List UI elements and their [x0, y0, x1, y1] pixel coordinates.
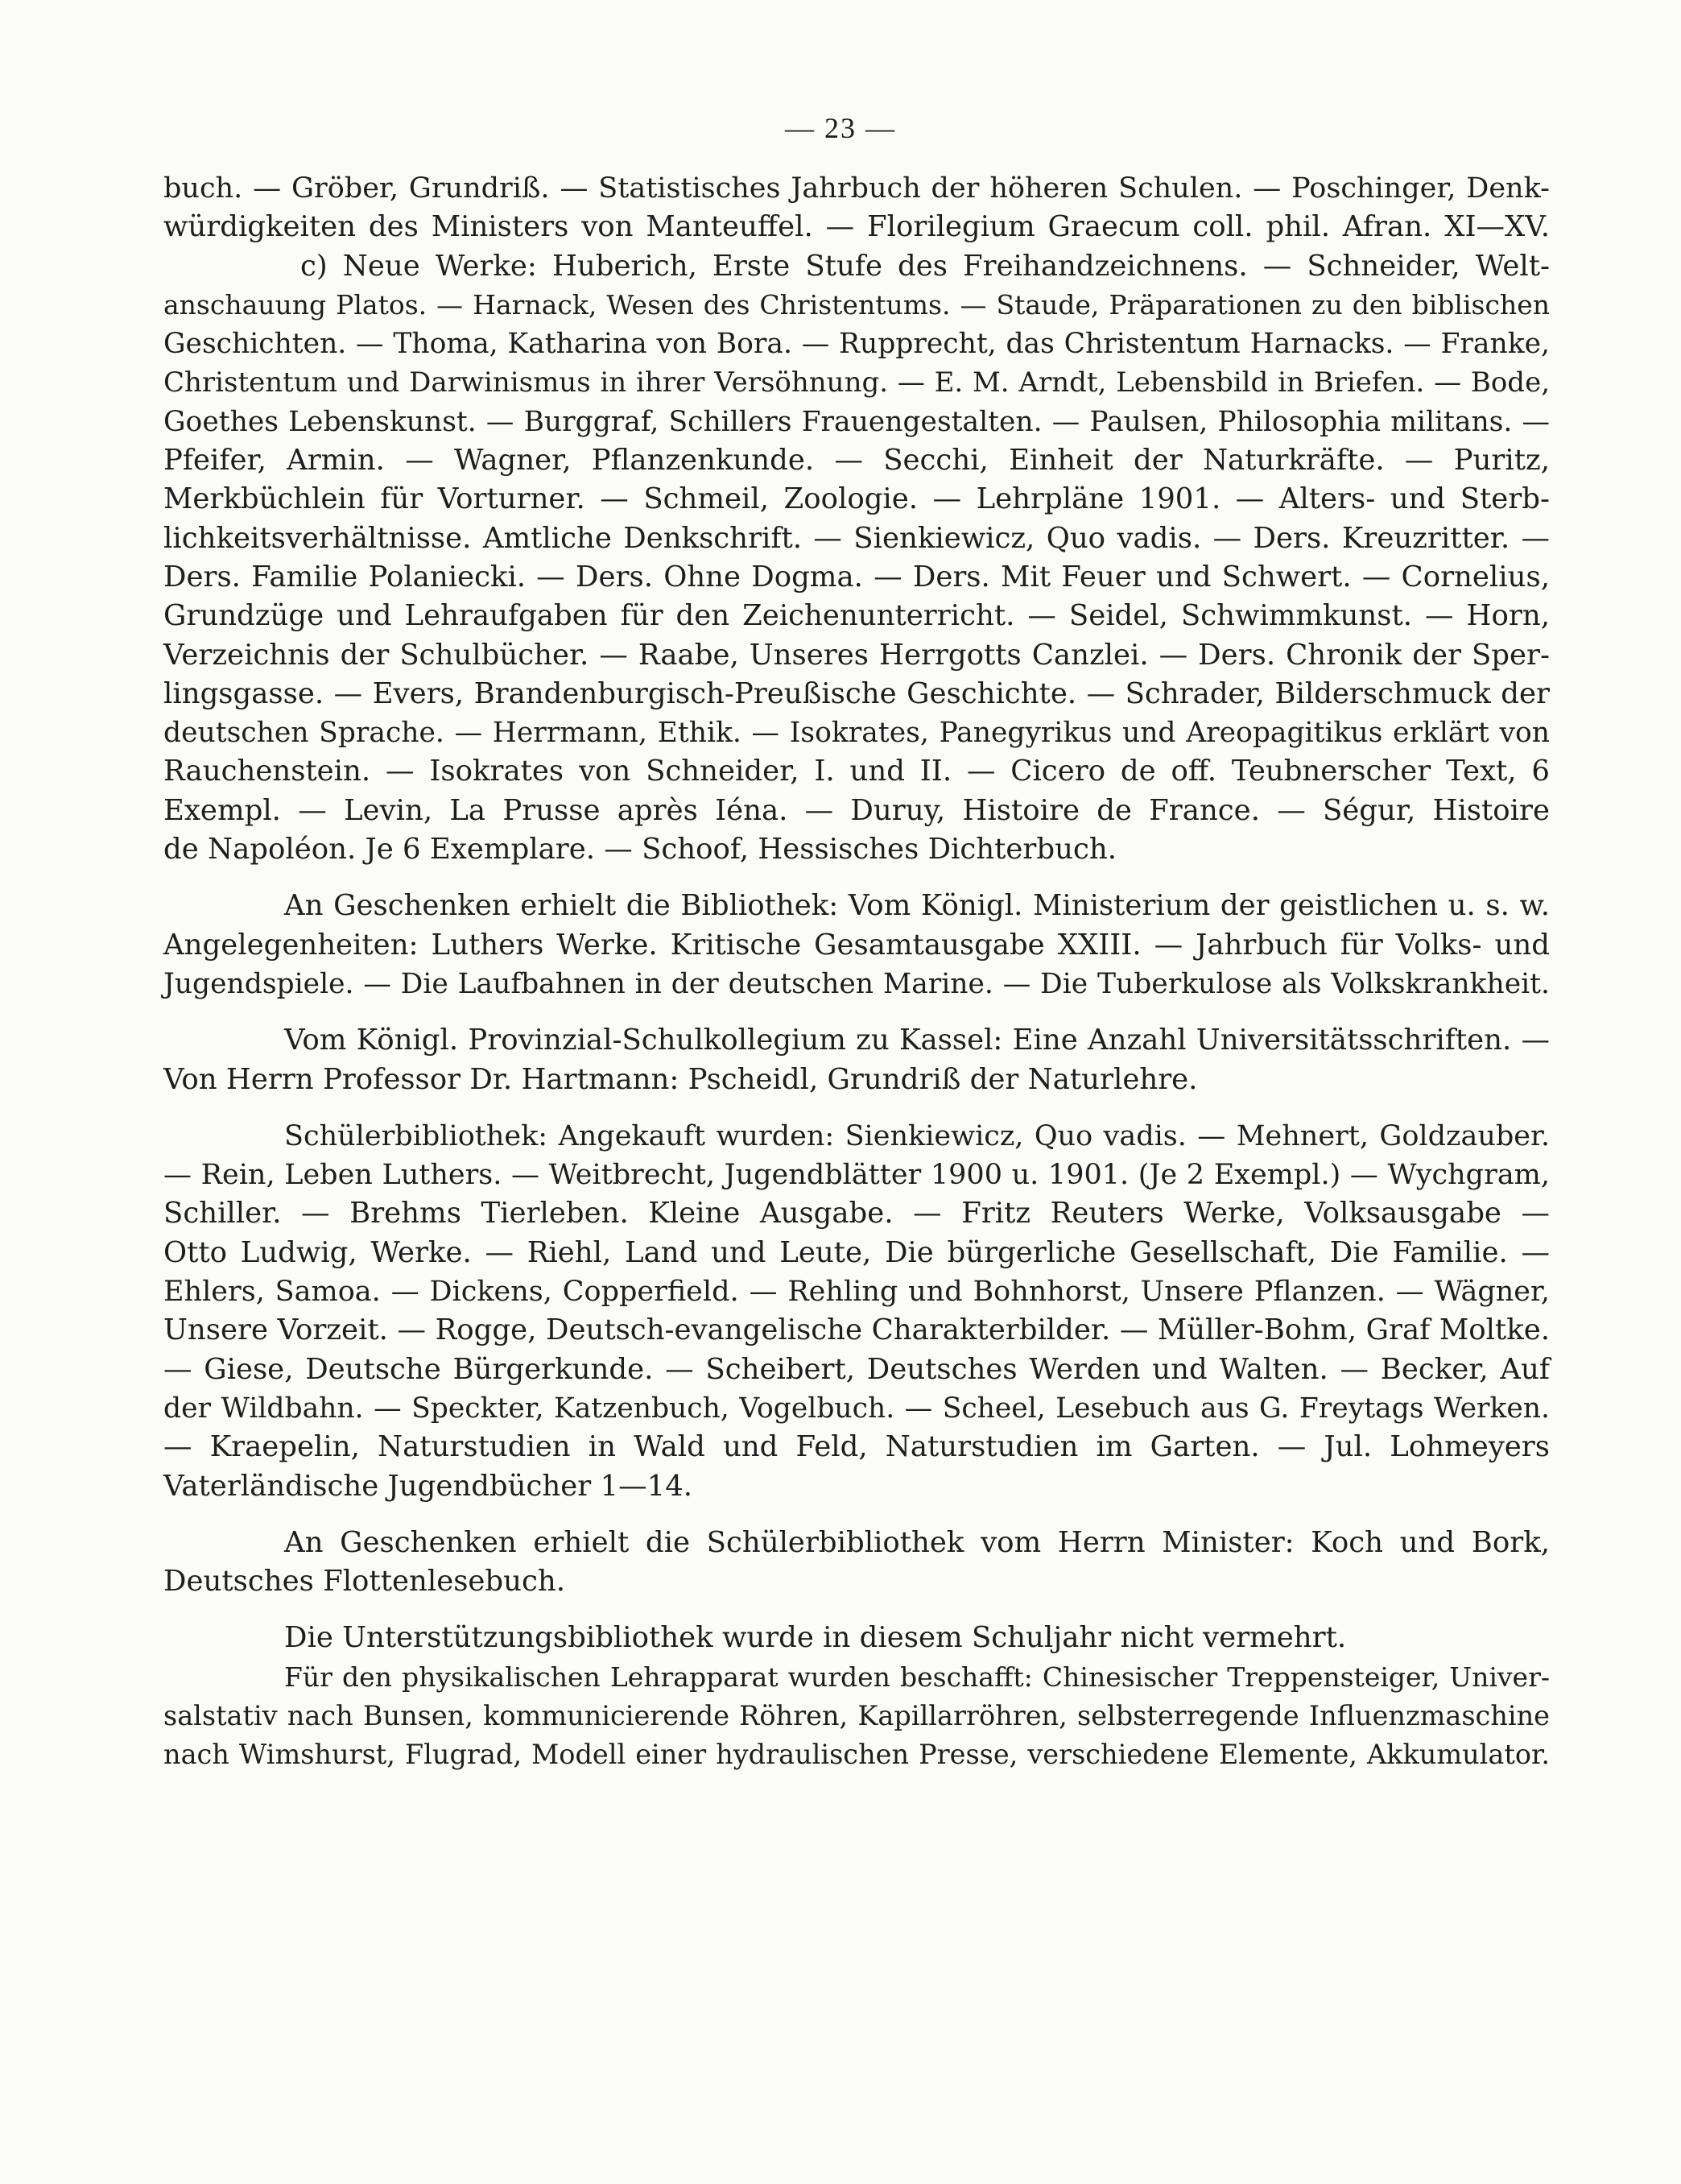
- text-line: Ehlers, Samoa. — Dickens, Copperfield. — Rehling und Bohnhorst, Unsere Pflanzen. — Wägner,: [163, 1276, 1550, 1309]
- paragraph-gap: [163, 1506, 1550, 1524]
- text-line: Otto Ludwig, Werke. — Riehl, Land und Leute, Die bürgerliche Gesellschaft, Die Familie. —: [163, 1235, 1550, 1269]
- paragraph-support-library: [163, 1619, 1550, 1657]
- text-line: buch. — Gröber, Grundriß. — Statistisches Jahrbuch der höheren Schulen. — Poschinger, Denk-: [163, 172, 1550, 205]
- text-line: Goethes Lebenskunst. — Burggraf, Schillers Frauengestalten. — Paulsen, Philosophia militans. —: [163, 405, 1550, 438]
- text-line: Exempl. — Levin, La Prusse après Iéna. — Duruy, Histoire de France. — Ségur, Histoire: [163, 793, 1550, 827]
- text-line: — Giese, Deutsche Bürgerkunde. — Scheibert, Deutsches Werden und Walten. — Becker, Auf: [163, 1352, 1550, 1386]
- text-line: Die Unterstützungsbibliothek wurde in diesem Schuljahr nicht vermehrt.: [284, 1621, 1347, 1655]
- text-line: de Napoléon. Je 6 Exemplare. — Schoof, Hessisches Dichterbuch.: [163, 833, 1117, 867]
- paragraph-gap: [163, 1003, 1550, 1021]
- text-line: der Wildbahn. — Speckter, Katzenbuch, Vogelbuch. — Scheel, Lesebuch aus G. Freytags Werken.: [163, 1392, 1550, 1425]
- text-line: c) Neue Werke: Huberich, Erste Stufe des Freihandzeichnens. — Schneider, Welt-: [300, 249, 1550, 283]
- text-line: Jugendspiele. — Die Laufbahnen in der deutschen Marine. — Die Tuberkulose als Volkskrankheit.: [163, 967, 1550, 1000]
- text-line: Merkbüchlein für Vorturner. — Schmeil, Zoologie. — Lehrpläne 1901. — Alters- und Sterb-: [163, 482, 1550, 516]
- text-line: An Geschenken erhielt die Bibliothek: Vom Königl. Ministerium der geistlichen u. s. w.: [284, 889, 1550, 923]
- text-line: — Rein, Leben Luthers. — Weitbrecht, Jugendblätter 1900 u. 1901. (Je 2 Exempl.) — Wychgram,: [163, 1159, 1550, 1192]
- paragraph-gap: [163, 1099, 1550, 1117]
- text-line: — Kraepelin, Naturstudien in Wald und Feld, Naturstudien im Garten. — Jul. Lohmeyers: [163, 1430, 1550, 1464]
- text-line: lichkeitsverhältnisse. Amtliche Denkschrift. — Sienkiewicz, Quo vadis. — Ders. Kreuzritter. —: [163, 521, 1550, 555]
- text-line: Verzeichnis der Schulbücher. — Raabe, Unseres Herrgotts Canzlei. — Ders. Chronik der Sper-: [163, 638, 1550, 672]
- text-line: Ders. Familie Polaniecki. — Ders. Ohne Dogma. — Ders. Mit Feuer und Schwert. — Cornelius,: [163, 560, 1550, 594]
- text-line: Schiller. — Brehms Tierleben. Kleine Ausgabe. — Fritz Reuters Werke, Volksausgabe —: [163, 1197, 1550, 1231]
- text-line: Schülerbibliothek: Angekauft wurden: Sienkiewicz, Quo vadis. — Mehnert, Goldzauber.: [284, 1119, 1550, 1152]
- text-line: nach Wimshurst, Flugrad, Modell einer hydraulischen Presse, verschiedene Elemente, Akkumulator.: [163, 1739, 1550, 1771]
- paragraph-new-works: [163, 247, 1550, 870]
- paragraph-gap: [163, 869, 1550, 887]
- paragraph-provincial-gifts: [163, 1021, 1550, 1099]
- text-line: An Geschenken erhielt die Schülerbibliothek vom Herrn Minister: Koch und Bork,: [284, 1525, 1550, 1559]
- text-line: anschauung Platos. — Harnack, Wesen des Christentums. — Staude, Präparationen zu den biblischen: [163, 288, 1550, 321]
- paragraph-library-gifts: [163, 887, 1550, 1003]
- text-line: deutschen Sprache. — Herrmann, Ethik. — Isokrates, Panegyrikus und Areopagitikus erklärt von: [163, 717, 1550, 750]
- paragraph-student-library-gifts: [163, 1524, 1550, 1602]
- text-line: Von Herrn Professor Dr. Hartmann: Pscheidl, Grundriß der Naturlehre.: [163, 1062, 1198, 1096]
- text-line: Rauchenstein. — Isokrates von Schneider, I. und II. — Cicero de off. Teubnerscher Text, 6: [163, 755, 1550, 788]
- text-line: Für den physikalischen Lehrapparat wurden beschafft: Chinesischer Treppensteiger, Univer-: [284, 1661, 1550, 1693]
- body-text: [163, 169, 1550, 1775]
- text-line: Vom Königl. Provinzial-Schulkollegium zu Kassel: Eine Anzahl Universitätsschriften. —: [284, 1024, 1550, 1057]
- text-line: Geschichten. — Thoma, Katharina von Bora. — Rupprecht, das Christentum Harnacks. — Franke,: [163, 328, 1550, 361]
- text-line: Grundzüge und Lehraufgaben für den Zeichenunterricht. — Seidel, Schwimmkunst. — Horn,: [163, 599, 1550, 633]
- paragraph-library-purchases-continued: [163, 169, 1550, 247]
- text-line: salstativ nach Bunsen, kommunicierende Röhren, Kapillarröhren, selbsterregende Influenzmaschine: [163, 1699, 1550, 1731]
- paragraph-gap: [163, 1601, 1550, 1619]
- text-line: würdigkeiten des Ministers von Manteuffel. — Florilegium Graecum coll. phil. Afran. XI—XV.: [163, 210, 1550, 244]
- paragraph-physics-apparatus: [163, 1658, 1550, 1775]
- text-line: Pfeifer, Armin. — Wagner, Pflanzenkunde. — Secchi, Einheit der Naturkräfte. — Puritz,: [163, 444, 1550, 478]
- paragraph-student-library: [163, 1117, 1550, 1506]
- text-line: Vaterländische Jugendbücher 1—14.: [163, 1469, 693, 1503]
- page-number: — 23 —: [785, 112, 896, 144]
- text-line: Unsere Vorzeit. — Rogge, Deutsch-evangelische Charakterbilder. — Müller-Bohm, Graf Moltke.: [163, 1313, 1550, 1347]
- text-line: Deutsches Flottenlesebuch.: [163, 1565, 566, 1599]
- text-line: lingsgasse. — Evers, Brandenburgisch-Preußische Geschichte. — Schrader, Bilderschmuck der: [163, 676, 1550, 710]
- text-line: Angelegenheiten: Luthers Werke. Kritische Gesamtausgabe XXIII. — Jahrbuch für Volks- und: [163, 928, 1550, 962]
- text-line: Christentum und Darwinismus in ihrer Versöhnung. — E. M. Arndt, Lebensbild in Briefen. — Bode,: [163, 366, 1550, 399]
